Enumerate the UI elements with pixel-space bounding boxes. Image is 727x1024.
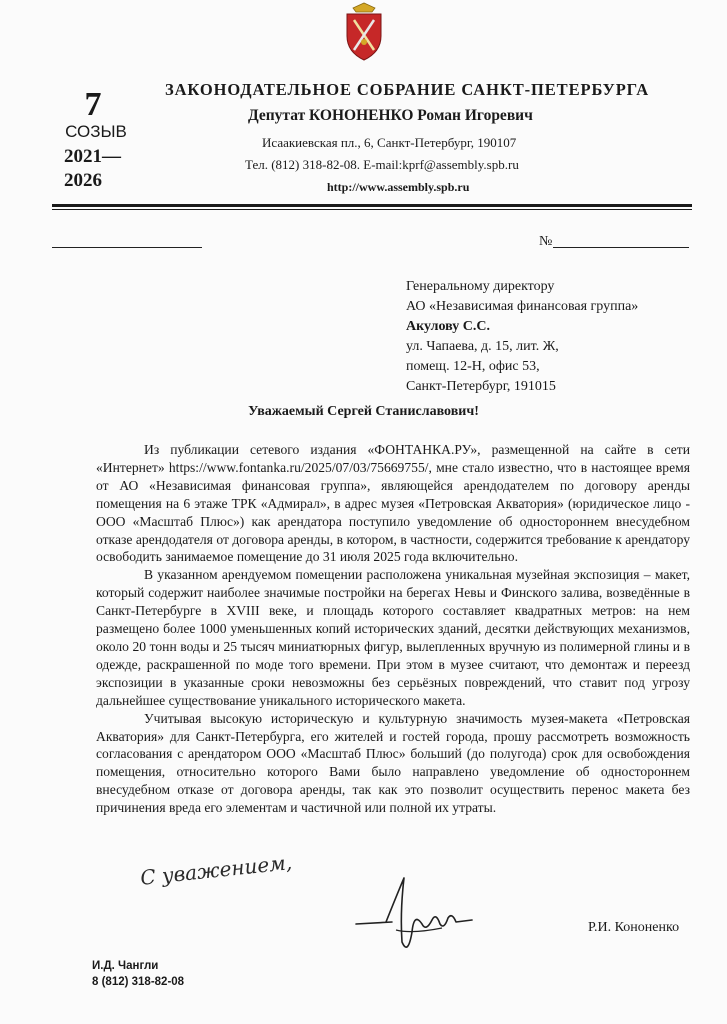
addressee-name: Акулову С.С. — [406, 319, 490, 334]
reference-number-label: № — [539, 234, 553, 249]
executor-phone: 8 (812) 318-82-08 — [92, 976, 185, 988]
handwritten-signature — [352, 872, 476, 958]
convocation-label: СОЗЫВ — [65, 122, 127, 141]
body-paragraph-2: В указанном арендуемом помещении расположена уникальная музейная экспозиция – макет, который содержит наиболее значимые постройки на берегах Невы и Финского залива, возведённые в Санкт-Петербурге в XVIII веке, и площадь которого составляет квадратных метров: на нем размещено более 1000 уменьшенных копий исторических зданий, десятки действующих механизмов, около 20 тонн воды и 25 тысяч миниатюрных фигур, вылепленных вручную из полимерной глины и в одежде, раскрашенной по моде того времени. При этом в музее считают, что демонтаж и переезд экспозиции в указанные сроки невозможны без серьёзных повреждений, что ставит под угрозу дальнейшее существование уникального исторического макета. — [96, 567, 690, 708]
letter-body — [96, 441, 690, 817]
header-divider-thick — [52, 204, 692, 207]
date-blank-line — [52, 247, 202, 248]
executor-name: И.Д. Чангли — [92, 960, 159, 972]
body-paragraph-3: Учитывая высокую историческую и культурную значимость музея-макета «Петровская Акватория» для Санкт-Петербурга, его жителей и гостей города, прошу рассмотреть возможность согласования с арендатором ООО «Масштаб Плюс» больший (до полугода) срок для освобождения помещения, относительно которого Вами было направлено уведомление об одностороннем внесудебном отказе от договора аренды, так как это позволит осуществить перенос макета без причинения вреда его элементам и частичной или полной их утраты. — [96, 710, 690, 816]
convocation-years-end: 2026 — [64, 170, 102, 191]
coat-of-arms-icon — [339, 2, 389, 62]
deputy-name: Депутат КОНОНЕНКО Роман Игоревич — [248, 107, 533, 124]
addressee-company: АО «Независимая финансовая группа» — [406, 299, 639, 314]
addressee-position: Генеральному директору — [406, 279, 555, 294]
body-paragraph-1: Из публикации сетевого издания «ФОНТАНКА.РУ», размещенной на сайте в сети «Интернет» https://www.fontanka.ru/2025/07/03/75669755/, мне стало известно, что в настоящее время от АО «Независимая финансовая группа», являющейся арендодателем по договору аренды помещения на 6 этаже ТРК «Адмирал», в адрес музея «Петровская Акватория» (юридическое лицо - ООО «Масштаб Плюс») как арендатора поступило уведомление об одностороннем внесудебном отказе арендодателя от договора аренды, в котором, в частности, содержится требование к арендатору освободить занимаемое помещение до 31 июля 2025 года включительно. — [96, 442, 690, 565]
signer-name: Р.И. Кононенко — [588, 920, 680, 935]
office-address: Исаакиевская пл., 6, Санкт-Петербург, 190107 — [262, 135, 517, 150]
addressee-street: ул. Чапаева, д. 15, лит. Ж, — [406, 339, 559, 354]
contact-line: Тел. (812) 318-82-08. E-mail:kprf@assembly.spb.ru — [245, 157, 519, 172]
addressee-block — [406, 277, 638, 397]
header-divider-thin — [52, 209, 692, 210]
website-link[interactable]: http://www.assembly.spb.ru — [327, 180, 470, 194]
addressee-premises: помещ. 12-Н, офис 53, — [406, 359, 540, 374]
closing-handwritten: С уважением, — [139, 850, 294, 890]
addressee-city: Санкт-Петербург, 191015 — [406, 379, 556, 394]
organization-title: ЗАКОНОДАТЕЛЬНОЕ СОБРАНИЕ САНКТ-ПЕТЕРБУРГА — [165, 80, 650, 99]
convocation-number: 7 — [84, 86, 102, 123]
reference-number-line — [553, 247, 689, 248]
convocation-years-start: 2021— — [64, 146, 121, 167]
salutation: Уважаемый Сергей Станиславович! — [248, 404, 479, 419]
